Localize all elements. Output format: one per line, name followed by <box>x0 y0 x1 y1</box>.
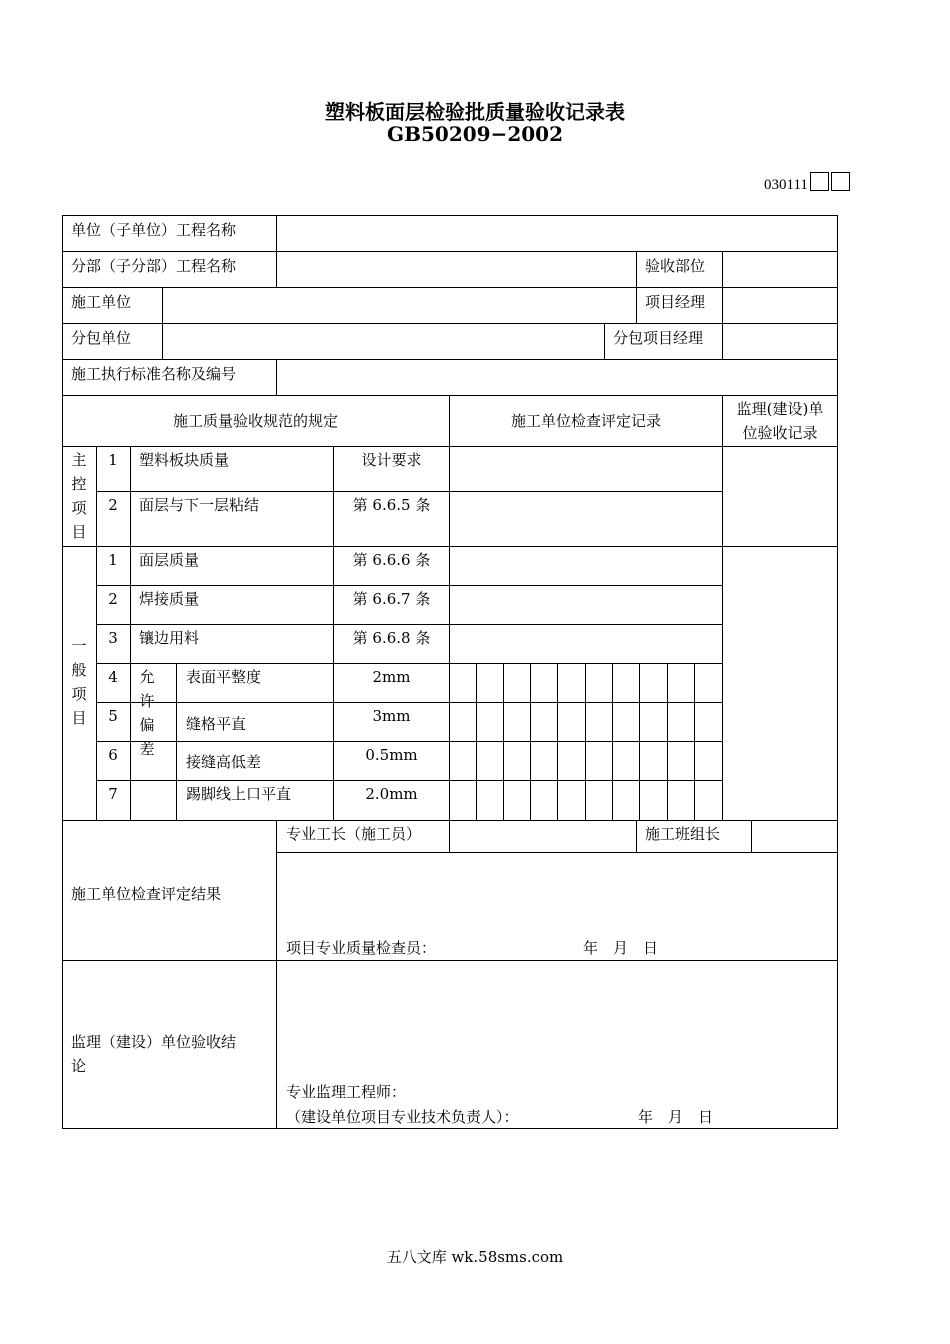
deviation-item-requirement: 2.0mm <box>365 785 418 803</box>
deviation-item-requirement: 3mm <box>372 707 411 725</box>
sub-project-manager-label: 分包项目经理 <box>613 329 704 347</box>
deviation-item-name: 缝格平直 <box>186 715 247 733</box>
grid-line <box>162 287 163 324</box>
grid-line <box>667 663 668 821</box>
grid-line <box>276 820 277 1129</box>
grid-line <box>162 323 163 360</box>
deviation-item-name: 踢脚线上口平直 <box>186 785 292 803</box>
spec-header: 施工质量验收规范的规定 <box>172 412 338 430</box>
subcontractor-label: 分包单位 <box>71 329 132 347</box>
deviation-item-number: 4 <box>108 668 118 686</box>
owner-tech-lead-label: （建设单位项目专业技术负责人）： <box>286 1108 519 1126</box>
general-item-number: 1 <box>108 551 118 569</box>
main-item-name: 面层与下一层粘结 <box>139 496 260 514</box>
main-item-requirement: 设计要求 <box>361 451 422 469</box>
grid-line <box>694 663 695 821</box>
supervision-header: 监理(建设)单 <box>736 400 824 418</box>
check-record-header: 施工单位检查评定记录 <box>510 412 661 430</box>
grid-line <box>276 359 277 396</box>
deviation-item-requirement: 2mm <box>372 668 411 686</box>
grid-line <box>62 820 838 821</box>
grid-line <box>276 251 277 288</box>
grid-line <box>130 446 131 821</box>
allowed-deviation-label: 允许偏差 <box>139 668 155 758</box>
main-item-name: 塑料板块质量 <box>139 451 230 469</box>
grid-line <box>751 820 752 853</box>
general-item-requirement: 第 6.6.7 条 <box>352 590 431 608</box>
deviation-item-number: 5 <box>108 707 118 725</box>
page-title: 塑料板面层检验批质量验收记录表 <box>325 100 625 124</box>
grid-line <box>96 585 723 586</box>
project-manager-label: 项目经理 <box>645 293 706 311</box>
team-leader-label: 施工班组长 <box>645 825 721 843</box>
general-item-requirement: 第 6.6.6 条 <box>352 551 431 569</box>
foreman-label: 专业工长（施工员） <box>286 825 422 843</box>
check-result-label: 施工单位检查评定结果 <box>71 885 222 903</box>
inspector-date: 年 月 日 <box>583 939 659 957</box>
general-item-number: 3 <box>108 629 118 647</box>
grid-line <box>636 287 637 324</box>
deviation-item-name: 表面平整度 <box>186 668 262 686</box>
construction-unit-label: 施工单位 <box>71 293 132 311</box>
main-item-requirement: 第 6.6.5 条 <box>352 496 431 514</box>
grid-line <box>96 663 723 664</box>
general-item-requirement: 第 6.6.8 条 <box>352 629 431 647</box>
deviation-item-name: 接缝高低差 <box>186 753 262 771</box>
grid-line <box>96 491 723 492</box>
grid-line <box>503 663 504 821</box>
supervising-engineer-label: 专业监理工程师： <box>286 1083 407 1101</box>
quality-inspector-label: 项目专业质量检查员： <box>286 939 437 957</box>
grid-line <box>176 663 177 821</box>
acceptance-part-label: 验收部位 <box>645 257 706 275</box>
grid-line <box>96 702 723 703</box>
grid-line <box>722 251 723 288</box>
grid-line <box>837 215 838 1129</box>
grid-line <box>585 663 586 821</box>
grid-line <box>604 323 605 360</box>
grid-line <box>636 251 637 288</box>
code-box-2[interactable] <box>831 172 850 191</box>
grid-line <box>449 820 450 853</box>
deviation-item-number: 6 <box>108 746 118 764</box>
grid-line <box>722 395 723 821</box>
supervision-conclusion-label: 监理（建设）单位验收结 <box>71 1033 237 1051</box>
deviation-item-number: 7 <box>108 785 118 803</box>
grid-line <box>612 663 613 821</box>
general-item-name: 焊接质量 <box>139 590 200 608</box>
main-item-number: 2 <box>108 496 118 514</box>
unit-project-label: 单位（子单位）工程名称 <box>71 221 237 239</box>
deviation-item-requirement: 0.5mm <box>365 746 418 764</box>
grid-line <box>96 780 723 781</box>
grid-line <box>530 663 531 821</box>
grid-line <box>449 395 450 821</box>
general-item-name: 面层质量 <box>139 551 200 569</box>
grid-line <box>276 215 277 252</box>
grid-line <box>557 663 558 821</box>
general-items-label: 一般项目 <box>71 637 87 727</box>
grid-line <box>62 546 838 547</box>
grid-line <box>62 215 63 1129</box>
grid-line <box>96 624 723 625</box>
sub-project-label: 分部（子分部）工程名称 <box>71 257 237 275</box>
grid-line <box>62 960 838 961</box>
grid-line <box>639 663 640 821</box>
grid-line <box>722 323 723 360</box>
grid-line <box>276 852 838 853</box>
general-item-name: 镶边用料 <box>139 629 200 647</box>
standard-code: GB50209−2002 <box>387 122 563 146</box>
grid-line <box>722 287 723 324</box>
grid-line <box>62 215 838 216</box>
supervision-conclusion-label-2: 论 <box>71 1057 87 1075</box>
grid-line <box>636 820 637 853</box>
grid-line <box>96 741 723 742</box>
supervision-header-2: 位验收记录 <box>742 424 818 442</box>
form-code-number: 030111 <box>764 177 808 193</box>
main-item-number: 1 <box>108 451 118 469</box>
main-control-label: 主控项目 <box>71 451 87 541</box>
standard-name-label: 施工执行标准名称及编号 <box>71 365 237 383</box>
code-box-1[interactable] <box>810 172 829 191</box>
form-code <box>764 172 850 194</box>
supervision-date: 年 月 日 <box>638 1108 714 1126</box>
general-item-number: 2 <box>108 590 118 608</box>
footer-text: 五八文库 wk.58sms.com <box>386 1248 564 1266</box>
grid-line <box>476 663 477 821</box>
